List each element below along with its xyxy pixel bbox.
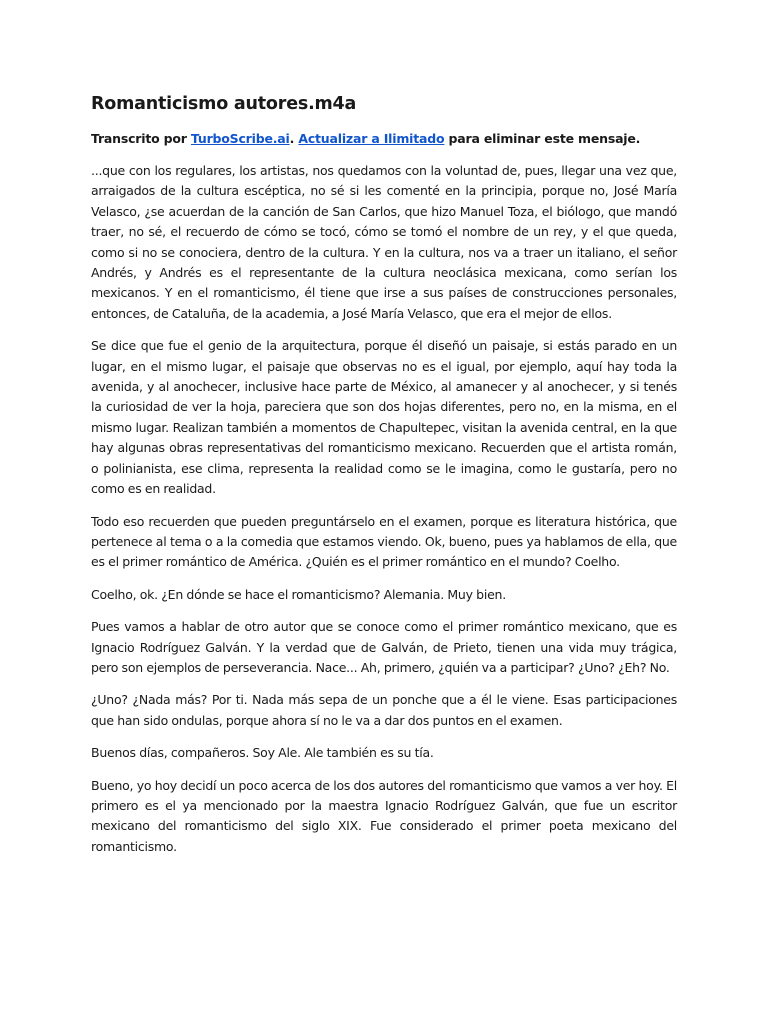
upgrade-unlimited-link[interactable]: Actualizar a Ilimitado — [298, 131, 445, 146]
paragraph: Pues vamos a hablar de otro autor que se conoce como el primer romántico mexicano, que es Ignacio Rodríguez Galván. Y la verdad que de Galván, de Prieto, tienen una vida muy trágica, pero son ejemplos de perseverancia. Nace... Ah, primero, ¿quién va a participar? ¿Uno? ¿Eh? No. — [91, 619, 677, 675]
paragraph: Buenos días, compañeros. Soy Ale. Ale también es su tía. — [91, 745, 434, 761]
document-title: Romanticismo autores.m4a — [91, 94, 357, 114]
paragraph: Bueno, yo hoy decidí un poco acerca de los dos autores del romanticismo que vamos a ver hoy. El primero es el ya mencionado por la maestra Ignacio Rodríguez Galván, que fue un escritor mexicano del romanticismo del siglo XIX. Fue considerado el primer poeta mexicano del romanticismo. — [91, 777, 677, 854]
paragraph: Se dice que fue el genio de la arquitectura, porque él diseñó un paisaje, si estás parado en un lugar, en el mismo lugar, el paisaje que observas no es el igual, por ejemplo, aquí hay toda la avenida, y al anochecer, inclusive hace parte de México, al amanecer y al anochecer, y si tenés la curiosidad de ver la hoja, pareciera que son dos hojas diferentes, pero no, en la misma, en el mismo lugar. Realizan también a momentos de Chapultepec, visitan la avenida central, en la que hay algunas obras representativas del romanticismo mexicano. Recuerden que el artista román, o polinianista, ese clima, representa la realidad como se le imagina, como le gustaría, pero no como es en realidad. — [91, 338, 677, 497]
paragraph: Coelho, ok. ¿En dónde se hace el romanticismo? Alemania. Muy bien. — [91, 586, 506, 602]
credit-prefix: Transcrito por — [91, 131, 191, 146]
transcript-body — [91, 161, 677, 857]
paragraph: ¿Uno? ¿Nada más? Por ti. Nada más sepa de un ponche que a él le viene. Esas participaciones que han sido ondulas, porque ahora sí no le va a dar dos puntos en el examen. — [91, 692, 677, 728]
paragraph: ...que con los regulares, los artistas, nos quedamos con la voluntad de, pues, llegar una vez que, arraigados de la cultura escéptica, no sé si les comenté en la principia, porque no, José María Velasco, ¿se acuerdan de la canción de San Carlos, que hizo Manuel Toza, el biólogo, que mandó traer, no sé, el recuerdo de cómo se tocó, cómo se tomó el nombre de un rey, y el que queda, como si no se conociera, dentro de la cultura. Y en la cultura, nos va a traer un italiano, el señor Andrés, y Andrés es el representante de la cultura neoclásica mexicana, como serían los mexicanos. Y en el romanticismo, él tiene que irse a sus países de construcciones personales, entonces, de Cataluña, de la academia, a José María Velasco, que era el mejor de ellos. — [91, 163, 677, 321]
paragraph: Todo eso recuerden que pueden preguntárselo en el examen, porque es literatura histórica, que pertenece al tema o a la comedia que estamos viendo. Ok, bueno, pues ya hablamos de ella, que es el primer romántico de América. ¿Quién es el primer romántico en el mundo? Coelho. — [91, 513, 677, 570]
transcription-credit — [91, 130, 677, 148]
credit-separator: . — [289, 131, 299, 146]
credit-suffix: para eliminar este mensaje. — [444, 131, 641, 146]
turboscribe-link[interactable]: TurboScribe.ai — [190, 131, 290, 146]
